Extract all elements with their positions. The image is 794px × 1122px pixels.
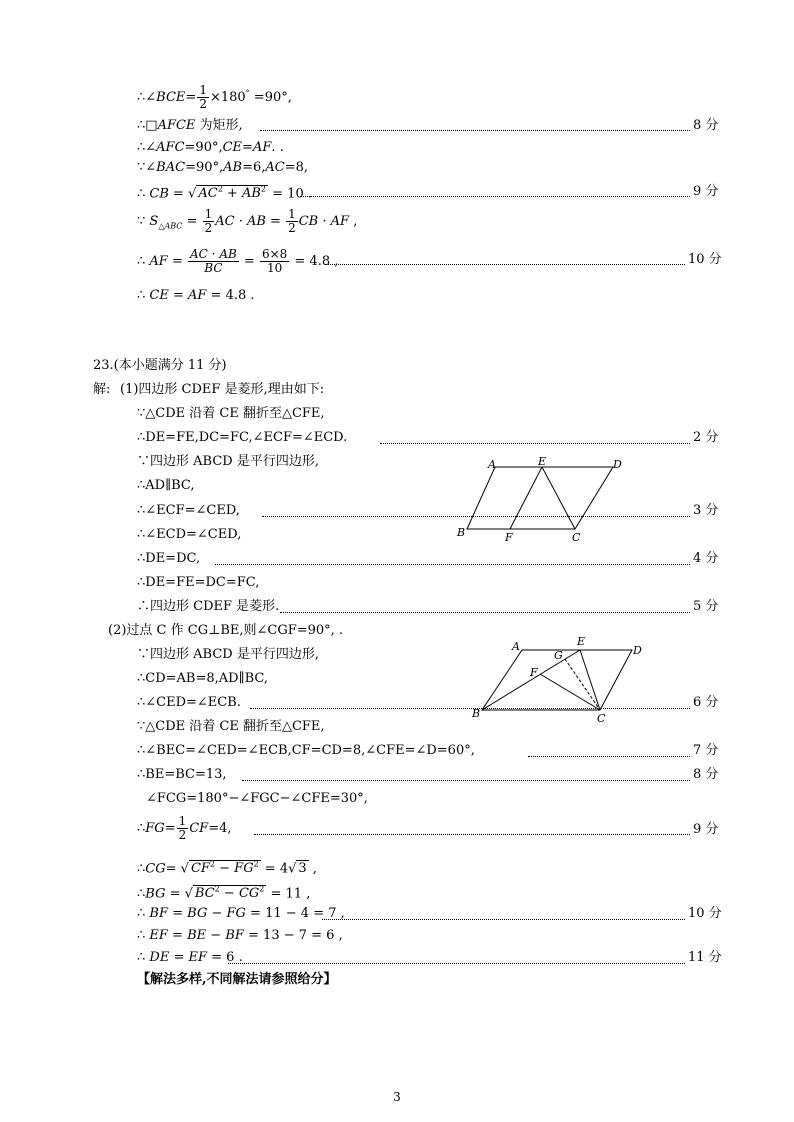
score-10b: 10 分: [688, 906, 722, 921]
s2-line: ∵△CDE 沿着 CE 翻折至△CFE,: [137, 719, 325, 734]
s2-line-cg: ∴CG= √ $CF^2 - FG^2 = 4√$ 3 ,: [137, 860, 317, 877]
line-ce: ∴ CE = AF = 4.8 .: [137, 288, 255, 303]
s2-line: ∴CD=AB=8,AD∥BC,: [137, 671, 268, 686]
line-af: ∴ AF = $\frac{AC \cdot AB}{BC}$ = $\frac{6\times 8}{10}$ = 4.8 ,: [137, 247, 339, 275]
score-3: 3 分: [693, 503, 719, 518]
line-area: ∵ $S_{\triangle ABC}$ = $\frac{1}{2}$ AC · AB = $\frac{1}{2}$ CB · AF ,: [137, 207, 358, 235]
figure-parallelogram-1: [455, 455, 635, 545]
score-11: 11 分: [688, 950, 722, 965]
s1-line: ∴DE=FE,DC=FC,∠ECF=∠ECD.: [137, 430, 348, 445]
label-f: F: [530, 666, 538, 679]
dot-leader: [260, 130, 690, 131]
dot-leader: [254, 834, 690, 835]
s1-line: ∴四边形 CDEF 是菱形.: [137, 599, 280, 614]
score-2: 2 分: [693, 430, 719, 445]
figure-parallelogram-2: [470, 632, 655, 724]
q23-header: 23.(本小题满分 11 分): [93, 358, 227, 373]
dot-leader: [300, 196, 690, 197]
score-7: 7 分: [693, 743, 719, 758]
dot-leader: [528, 756, 690, 757]
s1-title: (1)四边形 CDEF 是菱形,理由如下:: [120, 382, 325, 397]
label-g: G: [554, 649, 563, 662]
s1-line: ∴∠ECF=∠CED,: [137, 503, 240, 518]
s1-line: ∵四边形 ABCD 是平行四边形,: [137, 454, 319, 469]
dot-leader: [280, 612, 690, 613]
score-10: 10 分: [688, 252, 722, 267]
score-8: 8 分: [693, 118, 719, 133]
label-e: E: [577, 635, 586, 648]
label-b: B: [472, 707, 481, 720]
line-cb: ∴ CB = √ $AC^2 + AB^2 = 10$ .: [137, 185, 312, 202]
s2-line: ∴BE=BC=13,: [137, 767, 227, 782]
s2-line-de: ∴ DE = EF = 6 .: [137, 950, 243, 965]
s2-line: ∠FCG=180°−∠FGC−∠CFE=30°,: [146, 791, 368, 806]
dot-leader: [215, 564, 690, 565]
score-5: 5 分: [693, 599, 719, 614]
s2-line-bf: ∴ BF = BG − FG = 11 − 4 = 7 ,: [137, 906, 345, 921]
label-b: B: [457, 526, 466, 539]
line-afce-rect: ∴□AFCE 为矩形,: [137, 118, 243, 133]
score-9b: 9 分: [693, 822, 719, 837]
s1-line: ∴∠ECD=∠CED,: [137, 527, 242, 542]
dot-leader: [325, 264, 685, 265]
s2-line-fg: ∴FG= $\frac{1}{2}$ CF=4,: [137, 814, 232, 842]
line-bac: ∵∠BAC=90°,AB=6,AC=8,: [137, 160, 309, 175]
label-a: A: [512, 640, 520, 653]
s1-line: ∴DE=FE=DC=FC,: [137, 575, 260, 590]
dot-leader: [242, 780, 690, 781]
line-bce: ∴∠BCE= $\frac{1}{2}$ ×180° =90°,: [137, 83, 292, 111]
page-number: 3: [393, 1090, 401, 1104]
grading-note: 【解法多样,不同解法请参照给分】: [137, 972, 337, 987]
s1-line: ∵△CDE 沿着 CE 翻折至△CFE,: [137, 406, 325, 421]
label-c: C: [597, 712, 606, 724]
label-d: D: [633, 644, 642, 657]
s2-line: ∴∠BEC=∠CED=∠ECB,CF=CD=8,∠CFE=∠D=60°,: [137, 743, 475, 758]
s2-line-ef: ∴ EF = BE − BF = 13 − 7 = 6 ,: [137, 928, 343, 943]
s2-line: ∴∠CED=∠ECB.: [137, 695, 241, 710]
score-8b: 8 分: [693, 767, 719, 782]
dot-leader: [380, 443, 690, 444]
label-a: A: [488, 458, 496, 471]
label-f: F: [505, 531, 513, 544]
s1-line: ∴DE=DC,: [137, 551, 201, 566]
line-afc: ∴∠AFC=90°,CE=AF. .: [137, 140, 284, 155]
dot-leader: [322, 919, 685, 920]
label-c: C: [572, 531, 581, 544]
s1-line: ∴AD∥BC,: [137, 478, 195, 493]
solution-label: 解:: [93, 382, 111, 397]
s2-title: (2)过点 C 作 CG⊥BE,则∠CGF=90°, .: [108, 623, 344, 638]
score-4: 4 分: [693, 551, 719, 566]
s2-line: ∵四边形 ABCD 是平行四边形,: [137, 647, 319, 662]
label-e: E: [538, 455, 547, 468]
label-d: D: [613, 458, 622, 471]
score-6: 6 分: [693, 695, 719, 710]
s2-line-bg: ∴BG = √ $BC^2 - CG^2 = 11$ ,: [137, 885, 311, 902]
dot-leader: [228, 963, 685, 964]
score-9: 9 分: [693, 184, 719, 199]
